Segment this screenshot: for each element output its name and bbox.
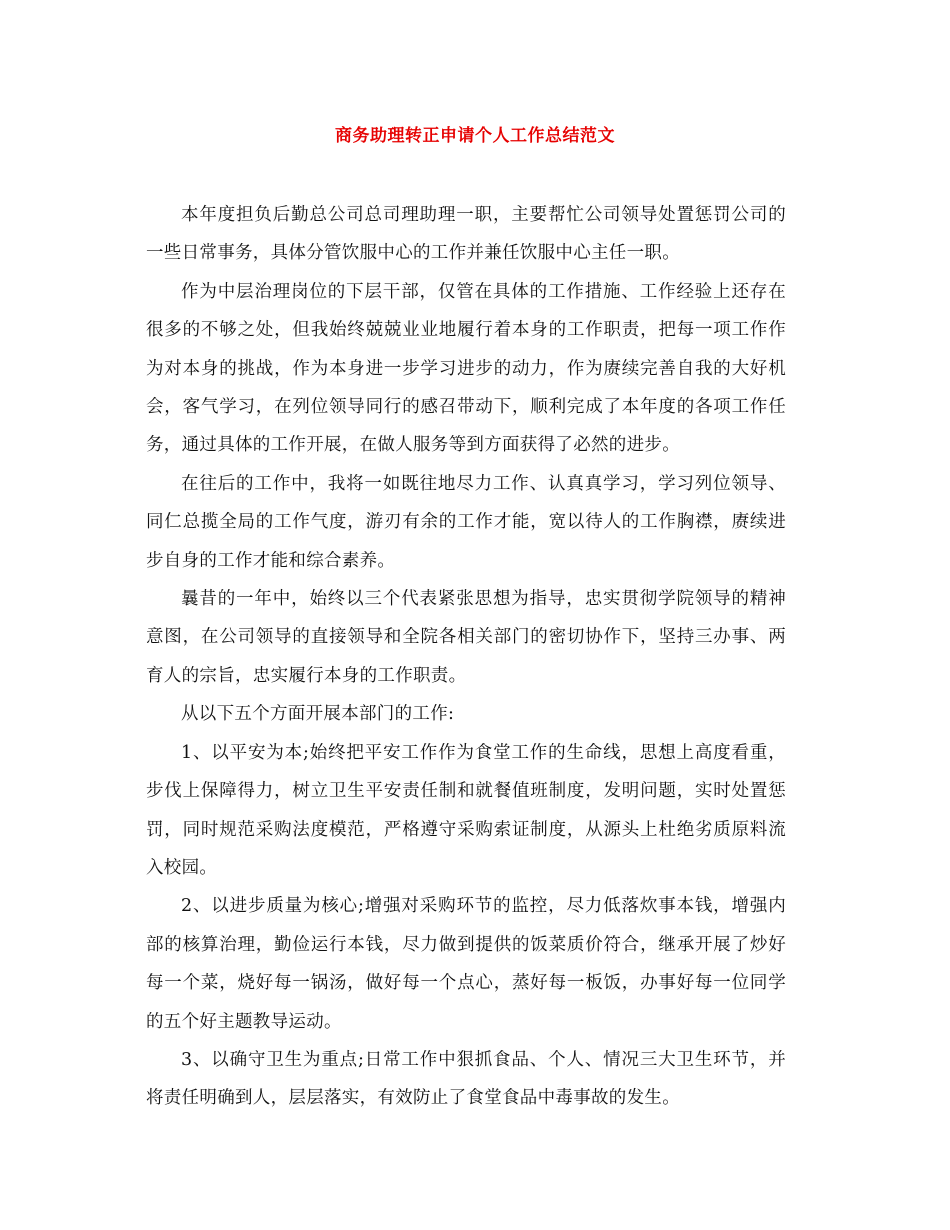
- paragraph: 3、以确守卫生为重点;日常工作中狠抓食品、个人、情况三大卫生环节，并将责任明确到人，层层落实，有效防止了食堂食品中毒事故的发生。: [146, 1049, 786, 1109]
- paragraph: 1、以平安为本;始终把平安工作作为食堂工作的生命线，思想上高度看重，步伐上保障得力，树立卫生平安责任制和就餐值班制度，发明问题，实时处置惩罚，同时规范采购法度模范，严格遵守采购索证制度，从源头上杜绝劣质原料流入校园。: [146, 742, 786, 878]
- paragraph: 曩昔的一年中，始终以三个代表紧张思想为指导，忠实贯彻学院领导的精神意图，在公司领导的直接领导和全院各相关部门的密切协作下，坚持三办事、两育人的宗旨，忠实履行本身的工作职责。: [146, 589, 786, 686]
- paragraph: 作为中层治理岗位的下层干部，仅管在具体的工作措施、工作经验上还存在很多的不够之处，但我始终兢兢业业地履行着本身的工作职责，把每一项工作作为对本身的挑战，作为本身进一步学习进步的动力，作为赓续完善自我的大好机会，客气学习，在列位领导同行的感召带动下，顺利完成了本年度的各项工作任务，通过具体的工作开展，在做人服务等到方面获得了必然的进步。: [146, 281, 786, 456]
- document-title: 商务助理转正申请个人工作总结范文: [335, 126, 615, 146]
- paragraph: 从以下五个方面开展本部门的工作:: [181, 704, 455, 725]
- paragraph: 本年度担负后勤总公司总司理助理一职，主要帮忙公司领导处置惩罚公司的一些日常事务，具体分管饮服中心的工作并兼任饮服中心主任一职。: [146, 205, 786, 264]
- paragraph: 2、以进步质量为核心;增强对采购环节的监控，尽力低落炊事本钱，增强内部的核算治理，勤俭运行本钱，尽力做到提供的饭菜质价符合，继承开展了炒好每一个菜，烧好每一锅汤，做好每一个点心，蒸好每一板饭，办事好每一位同学的五个好主题教导运动。: [146, 896, 786, 1032]
- document-body: [146, 196, 786, 1118]
- paragraph: 在往后的工作中，我将一如既往地尽力工作、认真真学习，学习列位领导、同仁总揽全局的工作气度，游刃有余的工作才能，宽以待人的工作胸襟，赓续进步自身的工作才能和综合素养。: [146, 473, 786, 571]
